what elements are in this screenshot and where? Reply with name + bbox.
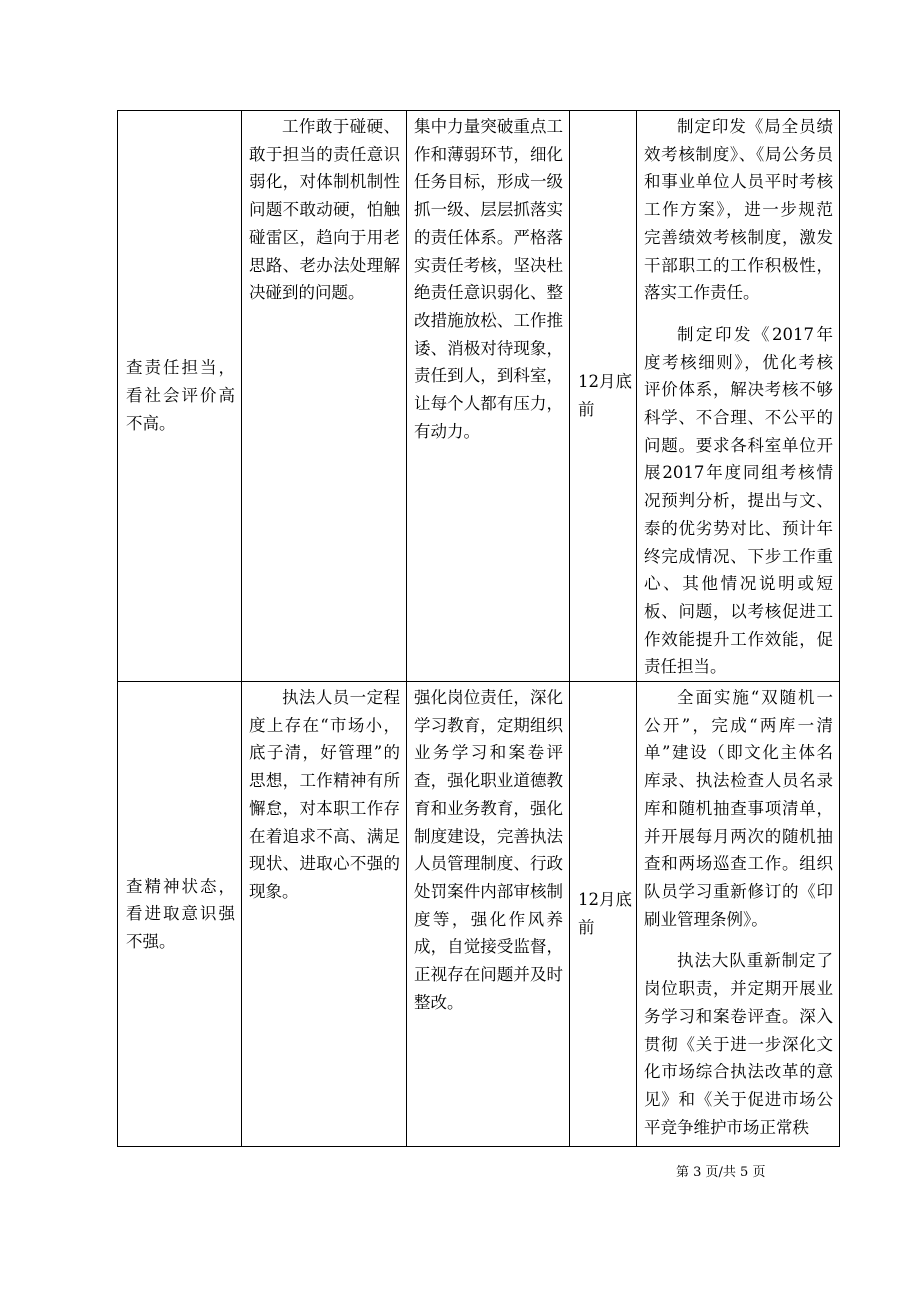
deadline-cell: 12月底前 (570, 111, 637, 682)
row-label: 查精神状态，看进取意识强不强。 (118, 682, 242, 1147)
progress-paragraph: 制定印发《2017年度考核细则》，优化考核评价体系，解决考核不够科学、不合理、不公平的问题。要求各科室单位开展2017年度同组考核情况预判分析，提出与文、泰的优劣势对比、预计年终完成情况、下步工作重心、其他情况说明或短板、问题，以考核促进工作效能提升工作效能，促责任担当。 (644, 324, 833, 677)
progress-paragraph: 制定印发《局全员绩效考核制度》、《局公务员和事业单位人员平时考核工作方案》，进一步规范完善绩效考核制度，激发干部职工的工作积极性，落实工作责任。 (644, 117, 833, 303)
progress-paragraph: 全面实施“双随机一公开”，完成“两库一清单”建设（即文化主体名库录、执法检查人员名录库和随机抽查事项清单，并开展每月两次的随机抽查和两场巡查工作。组织队员学习重新修订的《印刷业管理条例》。 (644, 688, 833, 929)
problem-cell (242, 682, 407, 1147)
progress-paragraph: 执法大队重新制定了岗位职责，并定期开展业务学习和案卷评查。深入贯彻《关于进一步深化文化市场综合执法改革的意见》和《关于促进市场公平竞争维护市场正常秩 (644, 951, 833, 1137)
measures-cell (407, 682, 570, 1147)
table-row (118, 682, 840, 1147)
problem-text: 执法人员一定程度上存在“市场小，底子清，好管理”的思想，工作精神有所懈怠，对本职工作存在着追求不高、满足现状、进取心不强的现象。 (249, 688, 400, 901)
table-row (118, 111, 840, 682)
inspection-table (117, 110, 840, 1147)
deadline-cell: 12月底前 (570, 682, 637, 1147)
measures-cell (407, 111, 570, 682)
measures-text: 强化岗位责任，深化学习教育，定期组织业务学习和案卷评查，强化职业道德教育和业务教育，强化制度建设，完善执法人员管理制度、行政处罚案件内部审核制度等，强化作风养成，自觉接受监督，正视存在问题并及时整改。 (414, 688, 563, 1012)
row-label: 查责任担当，看社会评价高不高。 (118, 111, 242, 682)
problem-text: 工作敢于碰硬、敢于担当的责任意识弱化，对体制机制性问题不敢动硬，怕触碰雷区，趋向于用老思路、老办法处理解决碰到的问题。 (249, 117, 400, 303)
progress-cell (637, 111, 840, 682)
measures-text: 集中力量突破重点工作和薄弱环节，细化任务目标，形成一级抓一级、层层抓落实的责任体系。严格落实责任考核，坚决杜绝责任意识弱化、整改措施放松、工作推诿、消极对待现象，责任到人，到科室，让每个人都有压力，有动力。 (414, 117, 563, 441)
progress-cell (637, 682, 840, 1147)
page-number-footer: 第 3 页/共 5 页 (676, 1165, 766, 1180)
problem-cell (242, 111, 407, 682)
